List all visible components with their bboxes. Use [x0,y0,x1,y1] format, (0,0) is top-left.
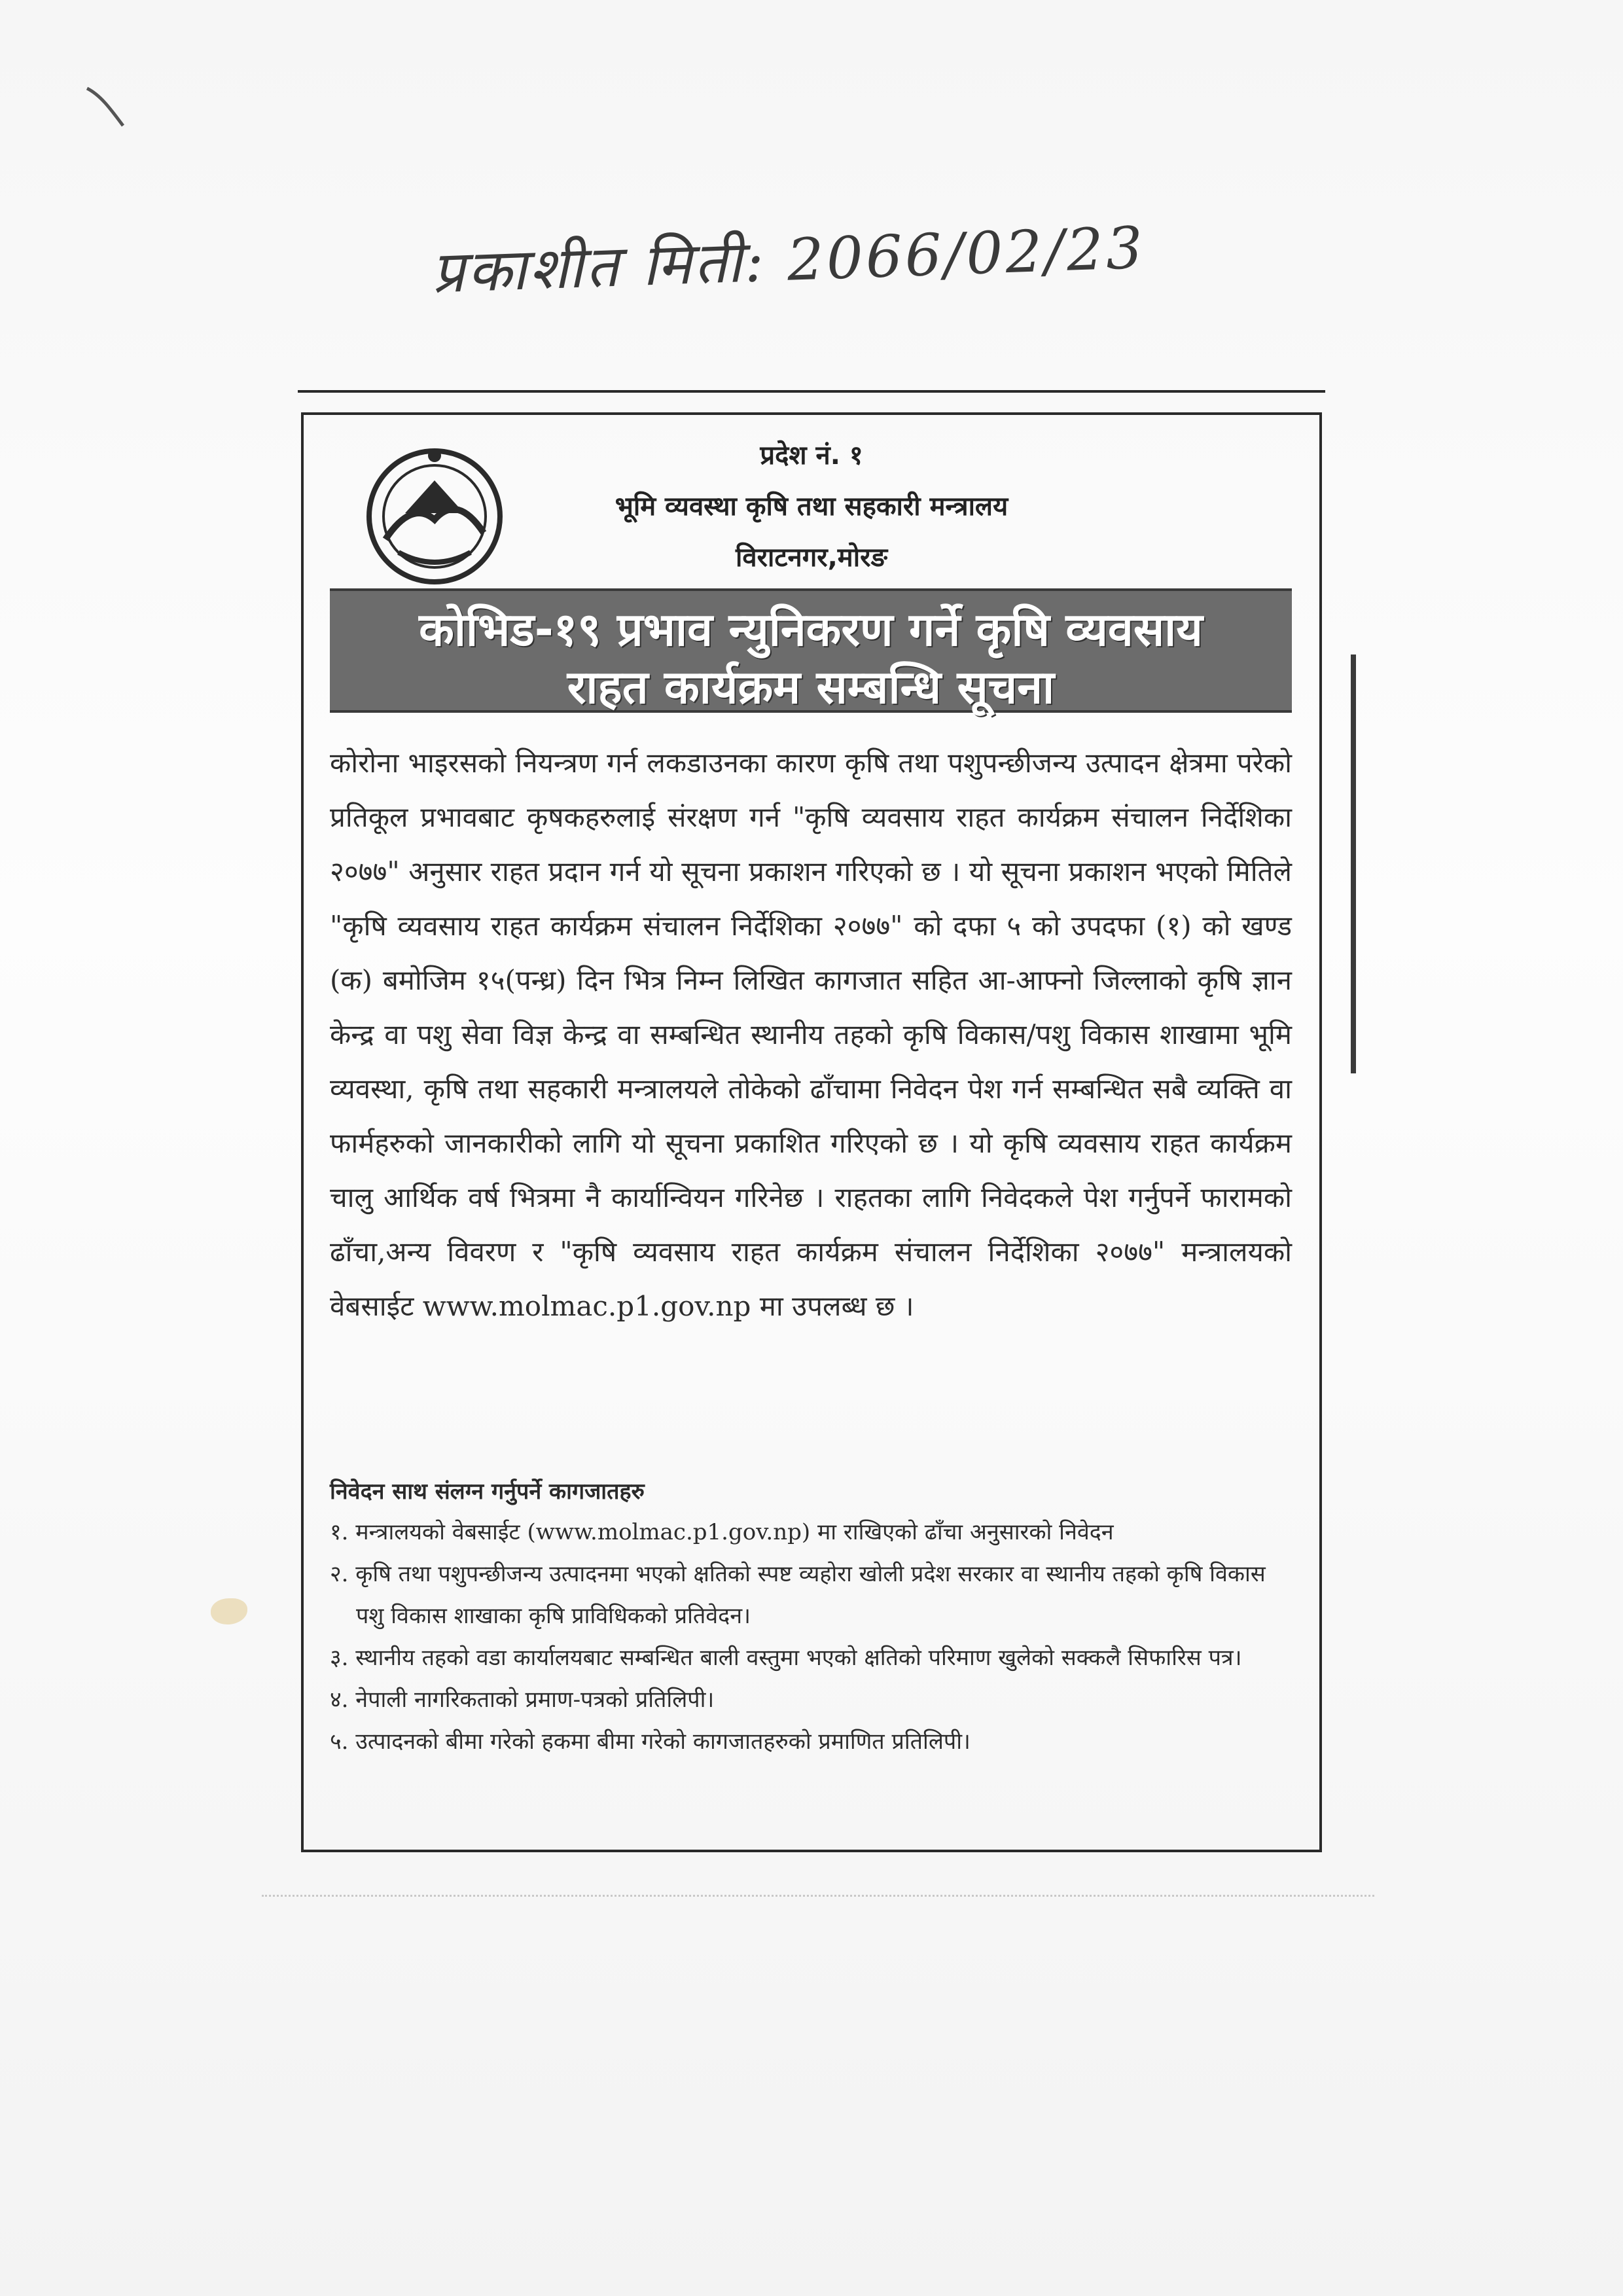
document-item: १. मन्त्रालयको वेबसाईट (www.molmac.p1.gov.np) मा राखिएको ढाँचा अनुसारको निवेदन [330,1519,1114,1545]
document-item: २. कृषि तथा पशुपन्छीजन्य उत्पादनमा भएको क्षतिको स्पष्ट व्यहोरा खोली प्रदेश सरकार वा स्थानीय तहको कृषि विकास पशु विकास शाखाका कृषि प्राविधिकको प्रतिवेदन। [330,1561,1266,1629]
notice-body-text: कोरोना भाइरसको नियन्त्रण गर्न लकडाउनका कारण कृषि तथा पशुपन्छीजन्य उत्पादन क्षेत्रमा परेको प्रतिकूल प्रभावबाट कृषकहरुलाई संरक्षण गर्न "कृषि व्यवसाय राहत कार्यक्रम संचालन निर्देशिका २०७७" अनुसार राहत प्रदान गर्न यो सूचना प्रकाशन गरिएको छ । यो सूचना प्रकाशन भएको मितिले "कृषि व्यवसाय राहत कार्यक्रम संचालन निर्देशिका २०७७" को दफा ५ को उपदफा (१) को खण्ड (क) बमोजिम १५(पन्ध्र) दिन भित्र निम्न लिखित कागजात सहित आ-आफ्नो जिल्लाको कृषि ज्ञान केन्द्र वा पशु सेवा विज्ञ केन्द्र वा सम्बन्धित स्थानीय तहको कृषि विकास/पशु विकास शाखामा भूमि व्यवस्था, कृषि तथा सहकारी मन्त्रालयले तोकेको ढाँचामा निवेदन पेश गर्न सम्बन्धित सबै व्यक्ति वा फार्महरुको जानकारीको लागि यो सूचना प्रकाशित गरिएको छ । यो कृषि व्यवसाय राहत कार्यक्रम चालु आर्थिक वर्ष भित्रमा नै कार्यान्वियन गरिनेछ । राहतका लागि निवेदकले पेश गर्नुपर्ने फारामको ढाँचा,अन्य विवरण र "कृषि व्यवसाय राहत कार्यक्रम संचालन निर्देशिका २०७७" मन्त्रालयको वेबसाईट www.molmac.p1.gov.np मा उपलब्ध छ । [330,747,1292,1322]
pencil-mark [84,85,130,131]
notice-box [301,412,1322,1852]
top-rule [298,390,1325,393]
handwritten-publish-date: प्रकाशीत मिती: 2066/02/23 [431,213,1147,306]
title-band [330,588,1292,713]
required-documents-list [330,1511,1292,1763]
binding-edge-mark [1351,655,1356,1073]
document-item: ५. उत्पादनको बीमा गरेको हकमा बीमा गरेको कागजातहरुको प्रमाणित प्रतिलिपी। [330,1729,971,1755]
title-line-1: कोभिड-१९ प्रभाव न्युनिकरण गर्ने कृषि व्यवसाय [419,603,1203,656]
ministry-name: भूमि व्यवस्था कृषि तथा सहकारी मन्त्रालय [615,492,1008,522]
province-label: प्रदेश नं. १ [760,440,863,471]
ministry-location: विराटनगर,मोरङ [736,543,887,573]
required-documents-heading: निवेदन साथ संलग्न गर्नुपर्ने कागजातहरु [330,1479,645,1505]
document-item: ४. नेपाली नागरिकताको प्रमाण-पत्रको प्रतिलिपी। [330,1687,715,1713]
title-line-2: राहत कार्यक्रम सम्बन्धि सूचना [567,660,1055,714]
page-fold-line [262,1895,1374,1897]
document-item: ३. स्थानीय तहको वडा कार्यालयबाट सम्बन्धित बाली वस्तुमा भएको क्षतिको परिमाण खुलेको सक्कलै सिफारिस पत्र। [330,1645,1242,1671]
